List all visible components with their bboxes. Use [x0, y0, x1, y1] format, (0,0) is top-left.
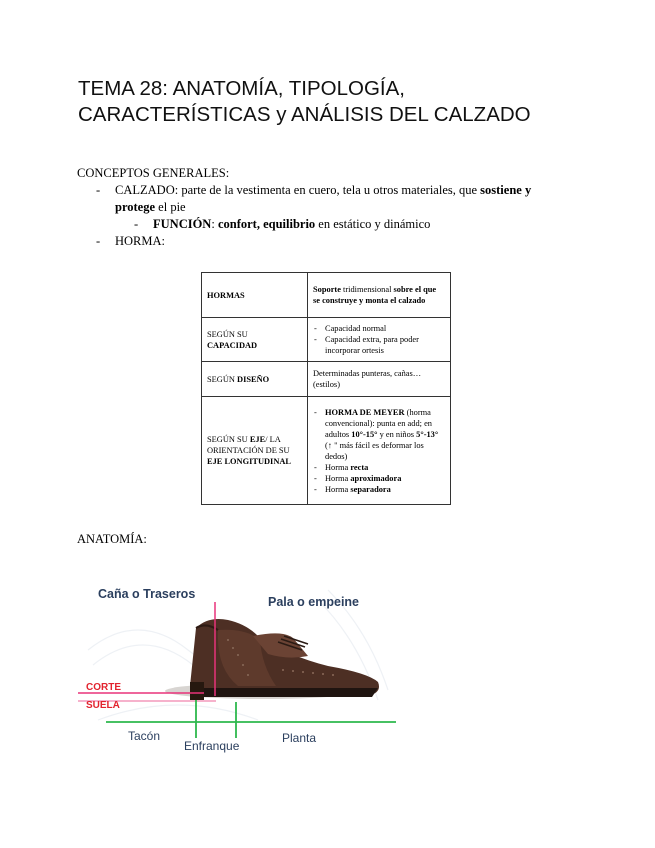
- eje-prefix: SEGÚN SU: [207, 435, 250, 444]
- calzado-line-1: [115, 182, 531, 199]
- label-enfranque: Enfranque: [184, 739, 240, 753]
- capacidad-bold: CAPACIDAD: [207, 340, 258, 350]
- label-corte: CORTE: [86, 682, 121, 693]
- eje-long-bold: EJE LONGITUDINAL: [207, 457, 291, 466]
- horma-line: HORMA:: [115, 234, 166, 248]
- shoe-illustration: [165, 619, 379, 700]
- funcion-colon: :: [211, 217, 218, 231]
- bullet-dash-2: -: [96, 234, 101, 248]
- list-item: [323, 462, 445, 473]
- meyer-angle-adult: 10°-15°: [351, 429, 378, 439]
- meyer-text-a: (horma convencional): punta en add; en adultos: [325, 407, 432, 439]
- diseno-prefix: SEGÚN: [207, 374, 238, 384]
- hormas-table: [201, 272, 451, 505]
- label-cana: Caña o Traseros: [98, 587, 196, 601]
- table-cell: [202, 397, 308, 505]
- table-cell: Determinadas punteras, cañas… (estilos): [308, 362, 451, 397]
- meyer-text-c: y en niños: [377, 429, 417, 439]
- list-item: [323, 484, 445, 495]
- page-title: TEMA 28: ANATOMÍA, TIPOLOGÍA, CARACTERÍSTICAS y ANÁLISIS DEL CALZADO: [78, 77, 531, 126]
- table-row: [202, 318, 451, 362]
- funcion-label: FUNCIÓN: [153, 217, 212, 231]
- tridimensional-text: tridimensional: [340, 285, 394, 294]
- capacidad-prefix: SEGÚN SU: [207, 329, 248, 339]
- label-tacon: Tacón: [128, 729, 161, 743]
- table-cell: [202, 273, 308, 318]
- sep-bold: separadora: [350, 484, 391, 494]
- calzado-bold: sostiene y: [480, 183, 532, 197]
- table-cell: [202, 318, 308, 362]
- list-item: - Capacidad extra, para poder incorporar ortesis: [323, 334, 445, 356]
- recta-prefix: Horma: [325, 462, 351, 472]
- list-item: [323, 473, 445, 484]
- list-item: - Capacidad normal: [323, 323, 445, 334]
- list-item: [323, 407, 445, 462]
- table-cell: [308, 397, 451, 505]
- funcion-bold: confort, equilibrio: [217, 217, 316, 231]
- aprox-prefix: Horma: [325, 473, 351, 483]
- table-row: [202, 397, 451, 505]
- calzado-label: CALZADO: [115, 183, 175, 197]
- table-cell: [202, 362, 308, 397]
- meyer-angle-child: 5°-13°: [416, 429, 439, 439]
- funcion-end: en estático y dinámico: [315, 217, 431, 231]
- calzado-line-2: [115, 199, 186, 216]
- hormas-header: HORMAS: [207, 290, 245, 300]
- label-pala: Pala o empeine: [268, 595, 360, 609]
- orientacion-text: / LA ORIENTACIÓN DE SU: [207, 435, 290, 455]
- meyer-bold: HORMA DE MEYER: [325, 407, 405, 417]
- shoe-anatomy-svg: [78, 570, 396, 770]
- table-row: [202, 273, 451, 318]
- label-planta: Planta: [282, 731, 317, 745]
- table-cell: [308, 318, 451, 362]
- section-conceptos: CONCEPTOS GENERALES:: [77, 166, 230, 180]
- table-row: [202, 362, 451, 397]
- soporte-bold: Soporte: [313, 285, 341, 294]
- funcion-line: [153, 216, 430, 233]
- shoe-anatomy-image: [78, 570, 396, 770]
- aprox-bold: aproximadora: [350, 473, 402, 483]
- recta-bold: recta: [350, 462, 369, 472]
- sub-bullet-dash: -: [134, 217, 139, 231]
- calzado-bold-2: protege: [115, 200, 156, 214]
- bullet-dash: -: [96, 183, 101, 197]
- table-cell: [308, 273, 451, 318]
- calzado-text: : parte de la vestimenta en cuero, tela u otros materiales, que: [174, 183, 481, 197]
- calzado-end: el pie: [155, 200, 186, 214]
- diseno-bold: DISEÑO: [237, 374, 270, 384]
- sep-prefix: Horma: [325, 484, 351, 494]
- monta-bold: sobre el que se construye y monta el calzado: [313, 285, 437, 305]
- label-suela: SUELA: [86, 700, 120, 711]
- eje-bold: EJE: [249, 435, 266, 444]
- section-anatomia: ANATOMÍA:: [77, 532, 147, 546]
- meyer-text-e: (↑ " más fácil es deformar los dedos): [325, 440, 424, 461]
